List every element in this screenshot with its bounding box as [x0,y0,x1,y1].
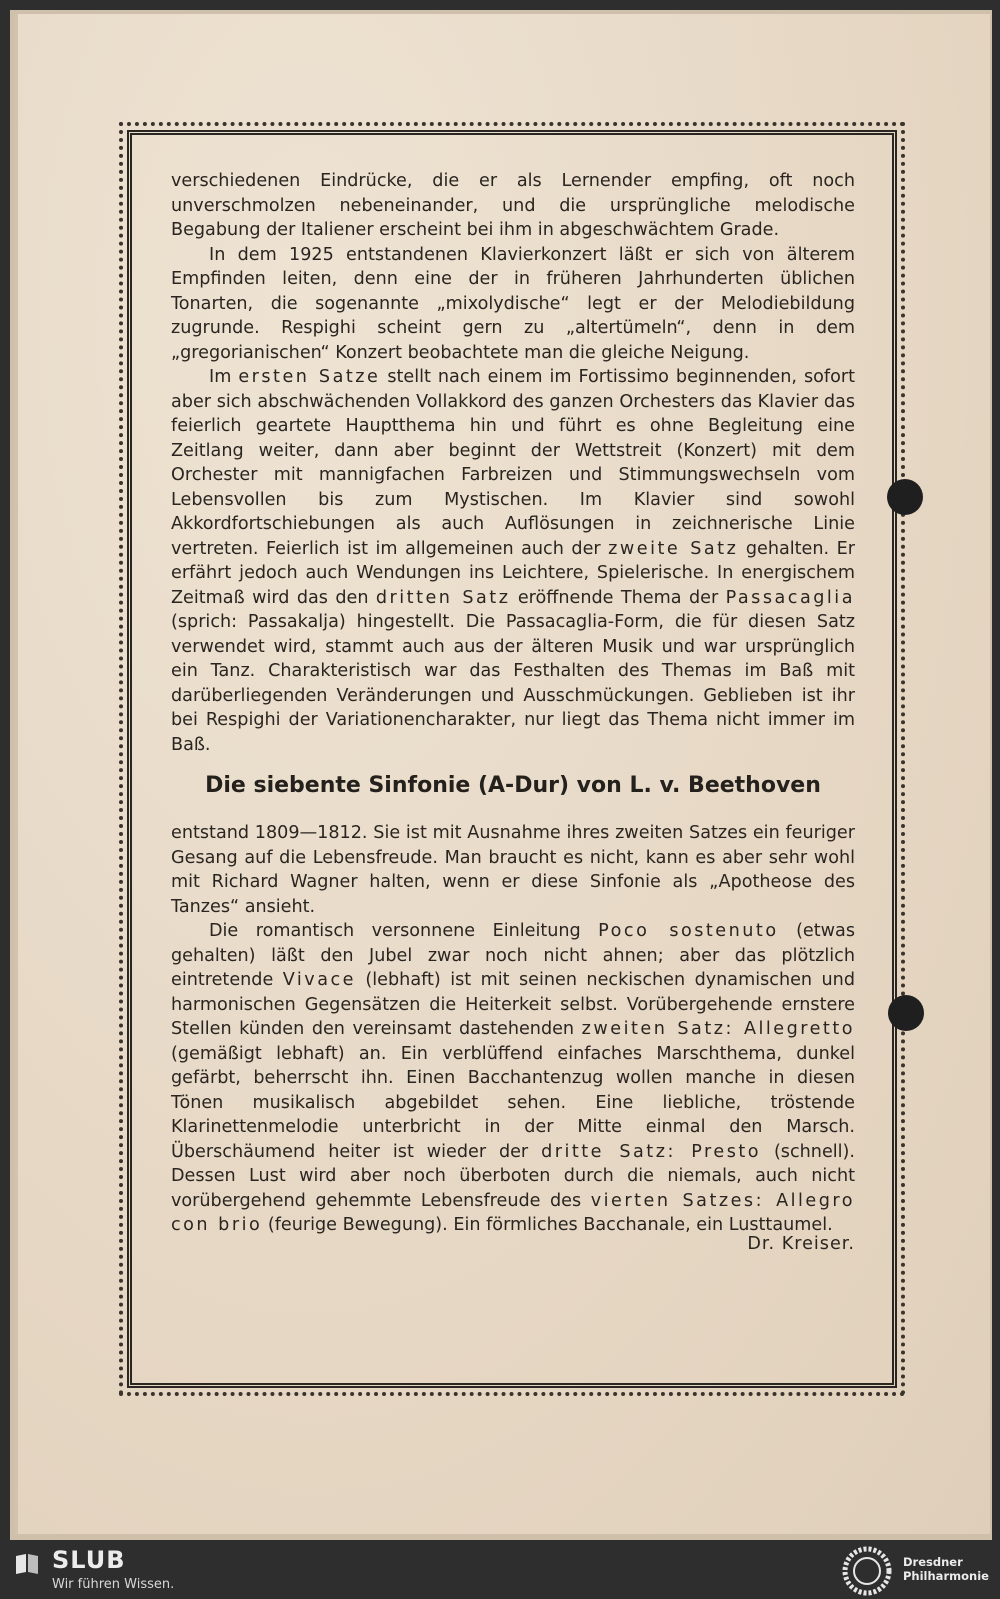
paragraph-1: verschiedenen Eindrücke, die er als Lernender empfing, oft noch unverschmolzen nebeneinander, und die ursprüngliche melodische Begabung der Italiener erscheint bei ihm in abgeschwächtem Grade. [171,171,855,240]
text-block-respighi [171,169,855,757]
paragraph-5: Die romantisch versonnene Einleitung Poco sostenuto (etwas gehalten) läßt den Jubel zwar noch nicht ahnen; aber das plötzlich eintretende Vivace (lebhaft) ist mit seinen neckischen dynamischen und harmonischen Gegensätzen die Heiterkeit selbst. Vorübergehende ernstere Stellen künden den vereinsamt dastehenden zweiten Satz: Allegretto (gemäßigt lebhaft) an. Ein verblüffend einfaches Marschthema, dunkel gefärbt, beherrscht ihn. Einen Bacchantenzug wollen manche in diesen Tönen musikalisch abgebildet sehen. Eine liebliche, tröstende Klarinettenmelodie unterbricht in der Mitte einmal den Marsch. Überschäumend heiter ist wieder der dritte Satz: Presto (schnell). Dessen Lust wird aber noch überboten durch die niemals, auch nicht vorübergehend gehemmte Lebensfreude des vierten Satzes: Allegro con brio (feurige Bewegung). Ein förmliches Bacchanale, ein Lusttaumel. [171,921,856,1235]
philharmonie-logo-icon [842,1546,892,1596]
slub-tagline: Wir führen Wissen. [52,1577,175,1592]
slub-logo-text[interactable]: SLUB [52,1546,126,1574]
spaced-term: dritte Satz: Presto [541,1141,762,1162]
slub-book-icon [14,1552,40,1574]
spaced-term: Vivace [282,970,356,990]
viewer-footer [0,1540,1000,1599]
punch-hole-upper [887,479,923,515]
partner-name[interactable]: Dresdner Philharmonie [903,1555,989,1583]
author-signature: Dr. Kreiser. [747,1234,855,1254]
spaced-term: Poco sostenuto [598,921,779,941]
text-block-beethoven [171,821,855,1238]
spaced-term: Passacaglia [725,587,855,608]
section-heading: Die siebente Sinfonie (A-Dur) von L. v. Beethoven [205,773,821,798]
spaced-term: zweiten Satz: Allegretto [581,1019,855,1039]
paragraph-2: In dem 1925 entstandenen Klavierkonzert läßt er sich von älterem Empfinden leiten, denn eine der in früheren Jahrhunderten üblichen Tonarten, die sogenannte „mixolydische“ legt er der Melodiebildung zugrunde. Respighi scheint gern zu „altertümeln“, denn in dem „gregorianischen“ Konzert beobachtete man die gleiche Neigung. [171,244,855,363]
paragraph-4: entstand 1809—1812. Sie ist mit Ausnahme ihres zweiten Satzes ein feuriger Gesang auf die Lebensfreude. Man braucht es nicht, kann es aber sehr wohl mit Richard Wagner halten, wenn er diese Sinfonie als „Apotheose des Tanzes“ ansieht. [171,823,855,917]
spaced-term: ersten Satze [238,367,381,387]
spaced-term: vierten Satzes: Allegro con brio [171,1190,855,1235]
paragraph-3: Im ersten Satze stellt nach einem im Fortissimo beginnenden, sofort aber sich abschwächenden Vollakkord des ganzen Orchesters das Klavier das feierlich geartete Hauptthema hin und führt es ohne Begleitung eine Zeitlang weiter, dann aber beginnt der Wettstreit (Konzert) mit dem Orchester mit mannigfachen Farbreizen und Stimmungswechseln vom Lebensvollen bis zum Mystischen. Im Klavier sind sowohl Akkordfortschiebungen als auch Auflösungen in zeichnerische Linie vertreten. Feierlich ist im allgemeinen auch der zweite Satz gehalten. Er erfährt jedoch auch Wendungen ins Leichtere, Spielerische. In energischem Zeitmaß wird das den dritten Satz eröffnende Thema der Passacaglia (sprich: Passakalja) hingestellt. Die Passacaglia-Form, die für diesen Satz verwendet wird, stammt auch aus der älteren Musik und war ursprünglich ein Tanz. Charakteristisch war das Festhalten des Themas im Baß mit darüberliegenden Veränderungen und Ausschmückungen. Geblieben ist ihr bei Respighi der Variationencharakter, nur liegt das Thema nicht immer im Baß. [171,367,855,755]
spaced-term: dritten Satz [375,587,511,608]
punch-hole-lower [888,995,924,1031]
spaced-term: zweite Satz [608,538,739,559]
